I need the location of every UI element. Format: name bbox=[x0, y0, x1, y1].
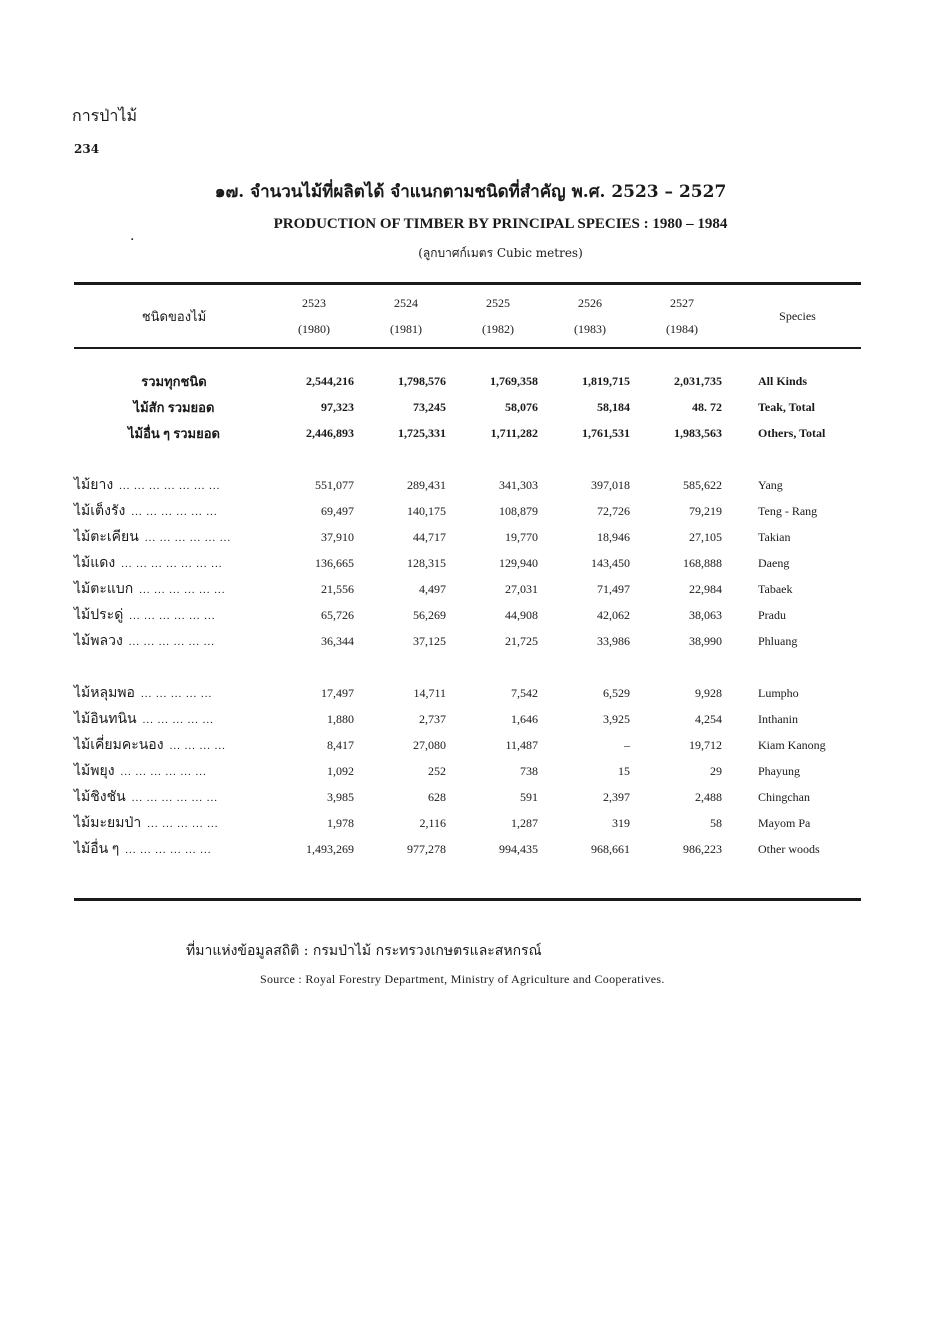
dot-leaders: ... ... ... ... ... bbox=[142, 714, 214, 726]
value-cell: 38,990 bbox=[689, 633, 722, 648]
col-header-ce-year: (1982) bbox=[482, 321, 514, 336]
row-label-thai bbox=[74, 628, 274, 654]
row-label-thai bbox=[74, 576, 274, 602]
value-cell: 994,435 bbox=[499, 841, 538, 856]
value-cell: 6,529 bbox=[603, 685, 630, 700]
row-label-thai bbox=[74, 472, 274, 498]
species-name-english: All Kinds bbox=[758, 373, 808, 388]
value-cell: 9,928 bbox=[695, 685, 722, 700]
value-cell: 79,219 bbox=[689, 503, 722, 518]
col-header-ce-year: (1983) bbox=[574, 321, 606, 336]
species-name-thai: ไม้อื่น ๆ bbox=[74, 842, 120, 857]
row-label-thai bbox=[74, 498, 274, 524]
spacer-cell bbox=[74, 446, 861, 472]
species-name-thai: ไม้ยาง bbox=[74, 478, 114, 493]
value-cell: 27,105 bbox=[689, 529, 722, 544]
value-cell: 1,978 bbox=[327, 815, 354, 830]
bottom-rule bbox=[74, 898, 861, 901]
spacer-cell bbox=[74, 342, 861, 368]
value-cell: 738 bbox=[520, 763, 538, 778]
species-name-english: Yang bbox=[758, 477, 783, 492]
row-label-thai bbox=[74, 732, 274, 758]
dot-leaders: ... ... ... ... ... ... ... bbox=[121, 558, 223, 570]
value-cell: 18,946 bbox=[597, 529, 630, 544]
page-number: 234 bbox=[74, 142, 100, 156]
unit-label: (ลูกบาศก์เมตร Cubic metres) bbox=[418, 246, 583, 260]
row-label-thai bbox=[74, 680, 274, 706]
value-cell: 2,031,735 bbox=[674, 373, 722, 388]
species-name-english: Tabaek bbox=[758, 581, 793, 596]
table-title-english: PRODUCTION OF TIMBER BY PRINCIPAL SPECIES : 1980 – 1984 bbox=[273, 216, 728, 232]
value-cell: 1,725,331 bbox=[398, 425, 446, 440]
species-name-thai: ไม้มะยมป่า bbox=[74, 816, 142, 831]
value-cell: 2,397 bbox=[603, 789, 630, 804]
species-row bbox=[74, 498, 861, 524]
species-name-thai: ไม้ประดู่ bbox=[74, 608, 124, 623]
row-label-thai bbox=[74, 602, 274, 628]
row-label-thai bbox=[74, 784, 274, 810]
stray-mark: . bbox=[130, 228, 135, 244]
value-cell: 72,726 bbox=[597, 503, 630, 518]
dot-leaders: ... ... ... ... ... ... bbox=[129, 610, 216, 622]
value-cell: 3,985 bbox=[327, 789, 354, 804]
section-title: การป่าไม้ bbox=[72, 106, 137, 125]
species-name-english: Kiam Kanong bbox=[758, 737, 826, 752]
spacer-row bbox=[74, 342, 861, 368]
row-label-thai bbox=[74, 758, 274, 784]
value-cell: 58,076 bbox=[505, 399, 538, 414]
table-number: ๑๗. bbox=[214, 182, 245, 202]
dot-leaders: ... ... ... ... ... ... bbox=[144, 532, 232, 544]
species-name-english: Phayung bbox=[758, 763, 800, 778]
col-header-year: 2525 bbox=[486, 295, 510, 310]
species-row bbox=[74, 680, 861, 706]
value-cell: 65,726 bbox=[321, 607, 354, 622]
species-row bbox=[74, 706, 861, 732]
value-cell: 58,184 bbox=[597, 399, 630, 414]
value-cell: 21,725 bbox=[505, 633, 538, 648]
value-cell: 17,497 bbox=[321, 685, 354, 700]
row-label-thai bbox=[74, 550, 274, 576]
species-name-english: Lumpho bbox=[758, 685, 799, 700]
species-name-english: Teng - Rang bbox=[758, 503, 818, 518]
value-cell: 42,062 bbox=[597, 607, 630, 622]
row-label-thai bbox=[74, 706, 274, 732]
table-title-thai-text: จำนวนไม้ที่ผลิตได้ จำแนกตามชนิดที่สำคัญ พ.ศ. 2523 – 2527 bbox=[250, 182, 727, 202]
value-cell: 33,986 bbox=[597, 633, 630, 648]
species-name-english: Phluang bbox=[758, 633, 798, 648]
value-cell: 27,080 bbox=[413, 737, 446, 752]
value-cell: 56,269 bbox=[413, 607, 446, 622]
value-cell: 36,344 bbox=[321, 633, 354, 648]
species-row bbox=[74, 550, 861, 576]
row-label-thai bbox=[74, 394, 274, 420]
row-label-thai bbox=[74, 368, 274, 394]
dot-leaders: ... ... ... ... ... ... bbox=[120, 766, 207, 778]
value-cell: 19,712 bbox=[689, 737, 722, 752]
species-name-thai: ไม้หลุมพอ bbox=[74, 686, 135, 701]
spacer-row bbox=[74, 446, 861, 472]
species-name-thai: ไม้พยุง bbox=[74, 764, 115, 779]
value-cell: 2,116 bbox=[419, 815, 446, 830]
table-title-thai bbox=[0, 178, 941, 205]
value-cell: 15 bbox=[618, 763, 630, 778]
species-row bbox=[74, 732, 861, 758]
dot-leaders: ... ... ... ... bbox=[169, 740, 226, 752]
value-cell: 4,254 bbox=[695, 711, 722, 726]
value-cell: 1,819,715 bbox=[582, 373, 630, 388]
value-cell: 38,063 bbox=[689, 607, 722, 622]
value-cell: 69,497 bbox=[321, 503, 354, 518]
value-cell: 2,446,893 bbox=[306, 425, 354, 440]
col-header-species-thai: ชนิดของไม้ bbox=[141, 308, 207, 324]
value-cell: 1,092 bbox=[327, 763, 354, 778]
value-cell: 2,544,216 bbox=[306, 373, 354, 388]
value-cell: 19,770 bbox=[505, 529, 538, 544]
col-header-species: Species bbox=[779, 308, 816, 323]
value-cell: 97,323 bbox=[321, 399, 354, 414]
value-cell: 58 bbox=[710, 815, 722, 830]
value-cell: 7,542 bbox=[511, 685, 538, 700]
value-cell: 397,018 bbox=[591, 477, 630, 492]
species-name-thai: ไม้ตะแบก bbox=[74, 582, 134, 597]
value-cell: 168,888 bbox=[683, 555, 722, 570]
col-header-year: 2527 bbox=[670, 295, 694, 310]
dot-leaders: ... ... ... ... ... ... ... bbox=[119, 480, 221, 492]
source-english: Source : Royal Forestry Department, Ministry of Agriculture and Cooperatives. bbox=[260, 972, 665, 986]
value-cell: 289,431 bbox=[407, 477, 446, 492]
col-header-year: 2524 bbox=[394, 295, 418, 310]
species-name-thai: ไม้อื่น ๆ รวมยอด bbox=[127, 425, 220, 441]
species-name-thai: ไม้พลวง bbox=[74, 634, 123, 649]
dot-leaders: ... ... ... ... ... bbox=[140, 688, 213, 700]
dot-leaders: ... ... ... ... ... ... bbox=[128, 636, 216, 648]
col-header-ce-year: (1984) bbox=[666, 321, 698, 336]
value-cell: 977,278 bbox=[407, 841, 446, 856]
species-row bbox=[74, 628, 861, 654]
total-row bbox=[74, 394, 861, 420]
value-cell: 1,761,531 bbox=[582, 425, 630, 440]
col-header-ce-year: (1981) bbox=[390, 321, 422, 336]
species-row bbox=[74, 758, 861, 784]
source-thai: ที่มาแห่งข้อมูลสถิติ : กรมป่าไม้ กระทรวงเกษตรและสหกรณ์ bbox=[186, 943, 542, 959]
total-row bbox=[74, 420, 861, 446]
species-name-thai: ไม้อินทนิน bbox=[74, 712, 137, 727]
value-cell: 14,711 bbox=[413, 685, 446, 700]
value-cell: 44,908 bbox=[505, 607, 538, 622]
dot-leaders: ... ... ... ... ... ... bbox=[131, 506, 218, 518]
value-cell: 1,711,282 bbox=[490, 425, 538, 440]
species-row bbox=[74, 576, 861, 602]
species-name-english: Mayom Pa bbox=[758, 815, 811, 830]
species-name-thai: ไม้ตะเคียน bbox=[74, 530, 139, 545]
value-cell: 1,798,576 bbox=[398, 373, 446, 388]
value-cell: 551,077 bbox=[315, 477, 354, 492]
value-cell: 71,497 bbox=[597, 581, 630, 596]
species-name-thai: รวมทุกชนิด bbox=[141, 373, 207, 389]
dot-leaders: ... ... ... ... ... bbox=[147, 818, 219, 830]
species-row bbox=[74, 836, 861, 862]
value-cell: 108,879 bbox=[499, 503, 538, 518]
value-cell: 319 bbox=[612, 815, 630, 830]
dot-leaders: ... ... ... ... ... ... bbox=[131, 792, 218, 804]
row-label-thai bbox=[74, 836, 274, 862]
value-cell: 1,769,358 bbox=[490, 373, 538, 388]
top-rule bbox=[74, 282, 861, 285]
value-cell: 1,983,563 bbox=[674, 425, 722, 440]
value-cell: 21,556 bbox=[321, 581, 354, 596]
species-name-english: Other woods bbox=[758, 841, 820, 856]
species-row bbox=[74, 784, 861, 810]
value-cell: 341,303 bbox=[499, 477, 538, 492]
value-cell: 968,661 bbox=[591, 841, 630, 856]
species-name-thai: ไม้ชิงชัน bbox=[74, 790, 126, 805]
spacer-cell bbox=[74, 654, 861, 680]
value-cell: 1,493,269 bbox=[306, 841, 354, 856]
value-cell: 1,646 bbox=[511, 711, 538, 726]
row-label-thai bbox=[74, 810, 274, 836]
value-cell: 37,125 bbox=[413, 633, 446, 648]
species-name-thai: ไม้สัก รวมยอด bbox=[133, 399, 215, 415]
species-name-thai: ไม้เคี่ยมคะนอง bbox=[74, 738, 164, 753]
species-row bbox=[74, 810, 861, 836]
species-name-thai: ไม้เต็งรัง bbox=[74, 504, 126, 519]
total-row bbox=[74, 368, 861, 394]
value-cell: 22,984 bbox=[689, 581, 722, 596]
value-cell: 29 bbox=[710, 763, 722, 778]
value-cell: 27,031 bbox=[505, 581, 538, 596]
spacer-row bbox=[74, 654, 861, 680]
value-cell: 628 bbox=[428, 789, 446, 804]
species-name-english: Pradu bbox=[758, 607, 786, 622]
col-header-ce-year: (1980) bbox=[298, 321, 330, 336]
value-cell: 1,287 bbox=[511, 815, 538, 830]
value-cell: 591 bbox=[520, 789, 538, 804]
value-cell: 44,717 bbox=[413, 529, 446, 544]
value-cell: 986,223 bbox=[683, 841, 722, 856]
species-name-thai: ไม้แดง bbox=[74, 556, 116, 571]
value-cell: 4,497 bbox=[419, 581, 446, 596]
row-label-thai bbox=[74, 524, 274, 550]
species-name-english: Teak, Total bbox=[758, 399, 815, 414]
value-cell: 37,910 bbox=[321, 529, 354, 544]
species-name-english: Others, Total bbox=[758, 425, 826, 440]
species-name-english: Daeng bbox=[758, 555, 790, 570]
value-cell: 73,245 bbox=[413, 399, 446, 414]
col-header-year: 2526 bbox=[578, 295, 602, 310]
species-row bbox=[74, 524, 861, 550]
dot-leaders: ... ... ... ... ... ... bbox=[125, 844, 212, 856]
value-cell: 2,737 bbox=[419, 711, 446, 726]
value-cell: 136,665 bbox=[315, 555, 354, 570]
value-cell: 140,175 bbox=[407, 503, 446, 518]
value-cell: 128,315 bbox=[407, 555, 446, 570]
species-row bbox=[74, 472, 861, 498]
value-cell: 129,940 bbox=[499, 555, 538, 570]
species-name-english: Inthanin bbox=[758, 711, 798, 726]
value-cell: 8,417 bbox=[327, 737, 354, 752]
value-cell: 1,880 bbox=[327, 711, 354, 726]
row-label-thai bbox=[74, 420, 274, 446]
header-row-years bbox=[74, 290, 861, 316]
value-cell: 48. 72 bbox=[692, 399, 722, 414]
value-cell: 2,488 bbox=[695, 789, 722, 804]
dot-leaders: ... ... ... ... ... ... bbox=[139, 584, 226, 596]
value-cell: 585,622 bbox=[683, 477, 722, 492]
value-cell: – bbox=[624, 737, 630, 752]
value-cell: 11,487 bbox=[505, 737, 538, 752]
timber-table bbox=[74, 290, 861, 862]
species-name-english: Chingchan bbox=[758, 789, 810, 804]
value-cell: 143,450 bbox=[591, 555, 630, 570]
col-header-year: 2523 bbox=[302, 295, 326, 310]
species-name-english: Takian bbox=[758, 529, 791, 544]
value-cell: 252 bbox=[428, 763, 446, 778]
species-row bbox=[74, 602, 861, 628]
value-cell: 3,925 bbox=[603, 711, 630, 726]
